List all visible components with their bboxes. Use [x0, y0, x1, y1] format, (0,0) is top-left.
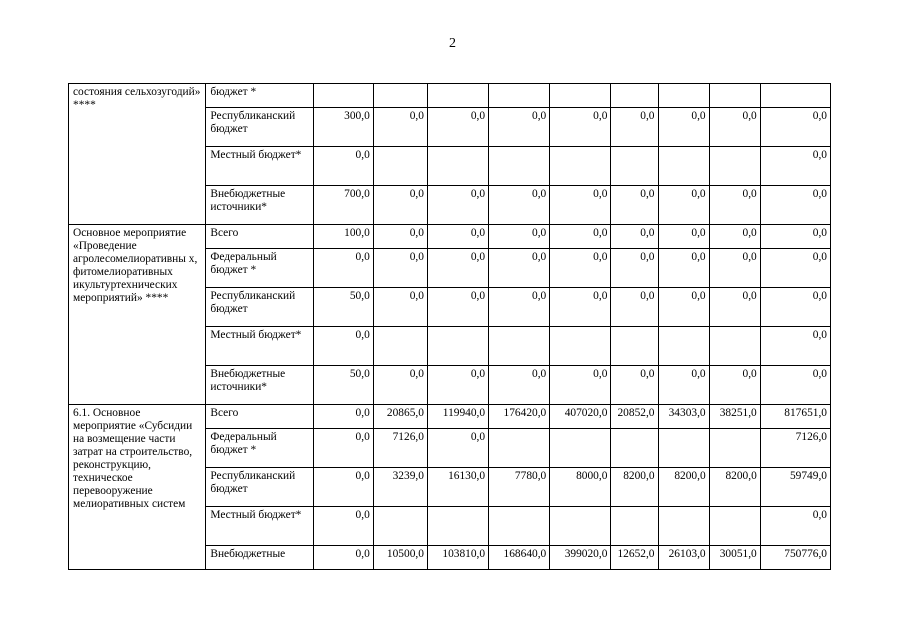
value-cell: 0,0 — [709, 186, 760, 225]
value-cell: 0,0 — [313, 429, 373, 468]
value-cell: 0,0 — [760, 186, 830, 225]
value-cell — [550, 84, 611, 108]
value-cell: 0,0 — [427, 366, 488, 405]
value-cell: 3239,0 — [373, 468, 427, 507]
value-cell — [373, 147, 427, 186]
value-cell — [709, 429, 760, 468]
value-cell: 0,0 — [427, 429, 488, 468]
value-cell: 10500,0 — [373, 546, 427, 570]
value-cell: 0,0 — [427, 249, 488, 288]
value-cell: 0,0 — [313, 147, 373, 186]
value-cell: 16130,0 — [427, 468, 488, 507]
value-cell: 0,0 — [313, 405, 373, 429]
value-cell: 0,0 — [760, 147, 830, 186]
table-row — [69, 405, 831, 429]
activity-cell: 6.1. Основное мероприятие «Субсидии на возмещение части затрат на строительство, реконструкцию, техническое перевооружение мелиоративных систем — [69, 405, 206, 570]
value-cell — [550, 327, 611, 366]
value-cell: 20865,0 — [373, 405, 427, 429]
value-cell: 700,0 — [313, 186, 373, 225]
value-cell — [709, 507, 760, 546]
budget-table — [68, 83, 831, 570]
value-cell: 0,0 — [611, 366, 658, 405]
value-cell — [658, 429, 709, 468]
value-cell: 119940,0 — [427, 405, 488, 429]
value-cell: 0,0 — [489, 186, 550, 225]
source-cell: Внебюджетные — [206, 546, 313, 570]
value-cell: 38251,0 — [709, 405, 760, 429]
source-cell: бюджет * — [206, 84, 313, 108]
value-cell: 0,0 — [489, 225, 550, 249]
value-cell: 0,0 — [427, 108, 488, 147]
value-cell: 0,0 — [313, 507, 373, 546]
value-cell — [709, 327, 760, 366]
source-cell: Всего — [206, 405, 313, 429]
value-cell: 0,0 — [550, 225, 611, 249]
value-cell — [709, 147, 760, 186]
activity-cell: состояния сельхозугодий» **** — [69, 84, 206, 225]
value-cell: 8200,0 — [611, 468, 658, 507]
value-cell: 8200,0 — [709, 468, 760, 507]
value-cell: 300,0 — [313, 108, 373, 147]
source-cell: Внебюджетные источники* — [206, 186, 313, 225]
value-cell: 0,0 — [489, 288, 550, 327]
value-cell: 0,0 — [611, 186, 658, 225]
value-cell: 0,0 — [760, 108, 830, 147]
value-cell: 0,0 — [489, 366, 550, 405]
value-cell — [489, 147, 550, 186]
value-cell — [373, 327, 427, 366]
value-cell — [550, 147, 611, 186]
source-cell: Республиканский бюджет — [206, 108, 313, 147]
value-cell: 0,0 — [760, 327, 830, 366]
value-cell — [373, 84, 427, 108]
source-cell: Местный бюджет* — [206, 147, 313, 186]
value-cell: 168640,0 — [489, 546, 550, 570]
value-cell: 0,0 — [373, 288, 427, 327]
value-cell — [611, 507, 658, 546]
value-cell: 50,0 — [313, 288, 373, 327]
value-cell: 0,0 — [611, 249, 658, 288]
value-cell: 12652,0 — [611, 546, 658, 570]
source-cell: Местный бюджет* — [206, 507, 313, 546]
value-cell: 407020,0 — [550, 405, 611, 429]
value-cell: 0,0 — [611, 108, 658, 147]
value-cell: 0,0 — [489, 249, 550, 288]
value-cell: 0,0 — [709, 288, 760, 327]
source-cell: Местный бюджет* — [206, 327, 313, 366]
value-cell — [489, 429, 550, 468]
source-cell: Федеральный бюджет * — [206, 249, 313, 288]
value-cell: 750776,0 — [760, 546, 830, 570]
value-cell — [427, 327, 488, 366]
value-cell: 8200,0 — [658, 468, 709, 507]
value-cell: 0,0 — [658, 288, 709, 327]
value-cell: 0,0 — [427, 288, 488, 327]
value-cell — [427, 84, 488, 108]
table-row — [69, 84, 831, 108]
value-cell: 0,0 — [313, 468, 373, 507]
value-cell — [489, 327, 550, 366]
value-cell — [709, 84, 760, 108]
value-cell: 0,0 — [550, 288, 611, 327]
value-cell — [658, 327, 709, 366]
value-cell: 103810,0 — [427, 546, 488, 570]
source-cell: Всего — [206, 225, 313, 249]
value-cell — [611, 84, 658, 108]
value-cell — [373, 507, 427, 546]
value-cell: 59749,0 — [760, 468, 830, 507]
table-row — [69, 225, 831, 249]
value-cell: 0,0 — [709, 366, 760, 405]
value-cell — [611, 327, 658, 366]
value-cell: 0,0 — [427, 186, 488, 225]
value-cell: 50,0 — [313, 366, 373, 405]
activity-cell: Основное мероприятие «Проведение агролесомелиоративны х, фитомелиоративных икультуртехнических мероприятий» **** — [69, 225, 206, 405]
value-cell — [611, 429, 658, 468]
value-cell: 0,0 — [550, 108, 611, 147]
value-cell: 0,0 — [373, 225, 427, 249]
value-cell — [658, 507, 709, 546]
value-cell: 0,0 — [760, 366, 830, 405]
source-cell: Внебюджетные источники* — [206, 366, 313, 405]
source-cell: Республиканский бюджет — [206, 288, 313, 327]
value-cell: 0,0 — [313, 249, 373, 288]
value-cell — [760, 84, 830, 108]
value-cell: 0,0 — [658, 249, 709, 288]
page-number: 2 — [449, 36, 456, 51]
value-cell: 30051,0 — [709, 546, 760, 570]
source-cell: Республиканский бюджет — [206, 468, 313, 507]
value-cell: 7126,0 — [373, 429, 427, 468]
value-cell: 0,0 — [373, 108, 427, 147]
value-cell: 0,0 — [658, 225, 709, 249]
value-cell: 0,0 — [709, 225, 760, 249]
value-cell: 7126,0 — [760, 429, 830, 468]
value-cell: 20852,0 — [611, 405, 658, 429]
value-cell: 0,0 — [313, 546, 373, 570]
value-cell: 0,0 — [760, 507, 830, 546]
value-cell: 0,0 — [611, 288, 658, 327]
value-cell: 0,0 — [658, 366, 709, 405]
value-cell: 0,0 — [760, 249, 830, 288]
value-cell: 0,0 — [550, 366, 611, 405]
value-cell — [658, 147, 709, 186]
value-cell: 8000,0 — [550, 468, 611, 507]
value-cell: 0,0 — [709, 108, 760, 147]
value-cell: 0,0 — [760, 225, 830, 249]
value-cell: 0,0 — [760, 288, 830, 327]
value-cell — [550, 507, 611, 546]
value-cell — [489, 507, 550, 546]
value-cell: 0,0 — [373, 366, 427, 405]
value-cell: 0,0 — [373, 186, 427, 225]
value-cell: 0,0 — [709, 249, 760, 288]
value-cell: 0,0 — [611, 225, 658, 249]
value-cell: 817651,0 — [760, 405, 830, 429]
value-cell — [489, 84, 550, 108]
value-cell: 0,0 — [658, 108, 709, 147]
value-cell: 0,0 — [313, 327, 373, 366]
value-cell: 0,0 — [658, 186, 709, 225]
value-cell: 0,0 — [489, 108, 550, 147]
value-cell: 0,0 — [373, 249, 427, 288]
value-cell — [611, 147, 658, 186]
value-cell — [313, 84, 373, 108]
value-cell: 7780,0 — [489, 468, 550, 507]
value-cell — [427, 147, 488, 186]
source-cell: Федеральный бюджет * — [206, 429, 313, 468]
value-cell — [427, 507, 488, 546]
value-cell — [658, 84, 709, 108]
value-cell: 100,0 — [313, 225, 373, 249]
value-cell: 0,0 — [550, 249, 611, 288]
value-cell: 0,0 — [427, 225, 488, 249]
value-cell: 399020,0 — [550, 546, 611, 570]
value-cell: 26103,0 — [658, 546, 709, 570]
value-cell — [550, 429, 611, 468]
value-cell: 176420,0 — [489, 405, 550, 429]
value-cell: 34303,0 — [658, 405, 709, 429]
value-cell: 0,0 — [550, 186, 611, 225]
